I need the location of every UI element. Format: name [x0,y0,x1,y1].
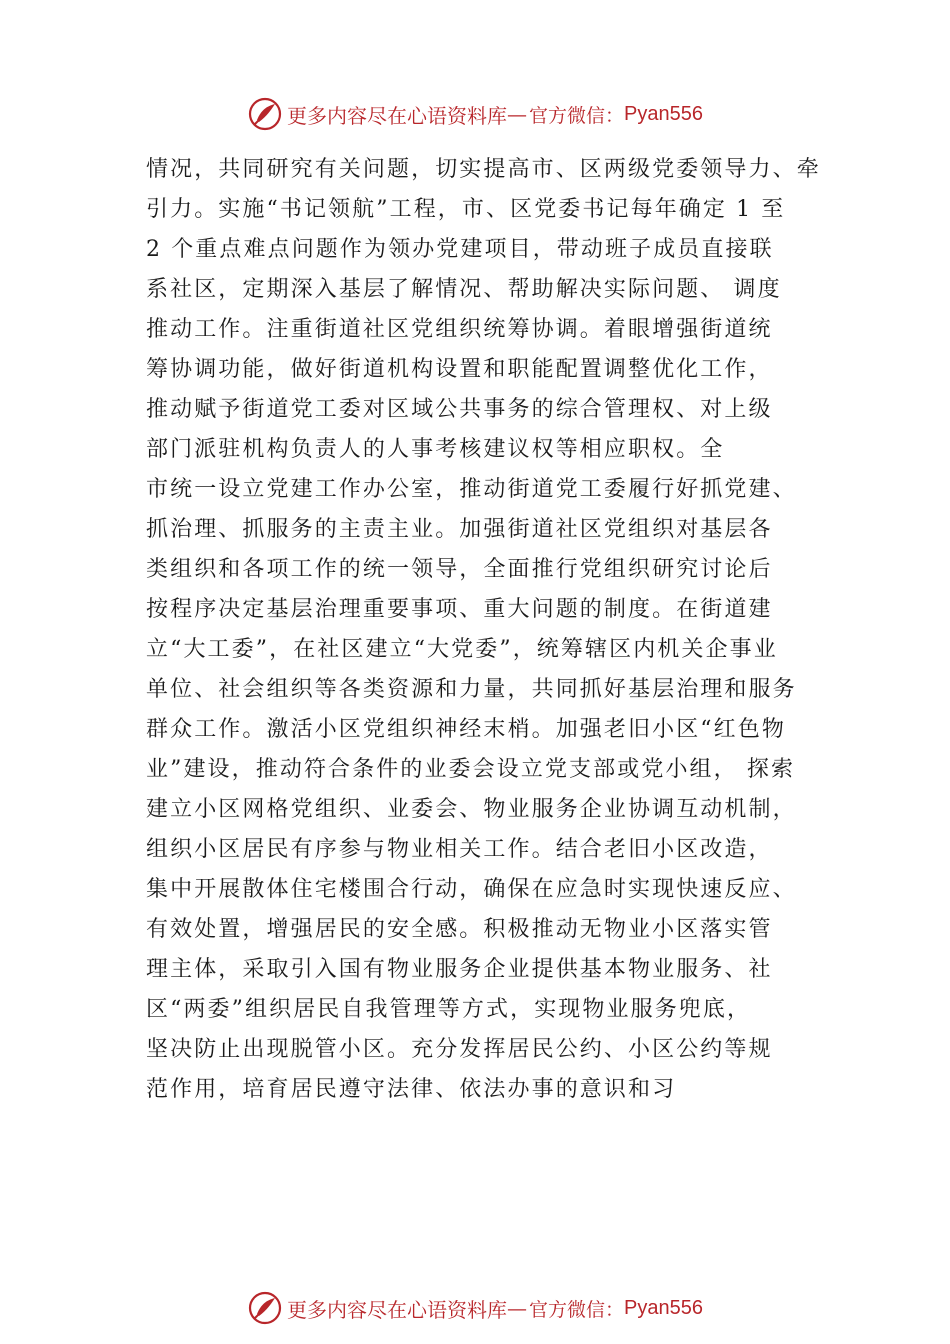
brand-logo-icon [247,1290,283,1326]
document-body [146,150,826,1110]
body-line: 组织小区居民有序参与物业相关工作。结合老旧小区改造， [146,837,773,862]
body-line: 集中开展散体住宅楼围合行动，确保在应急时实现快速反应、 [146,877,797,902]
body-line: 推动赋予街道党工委对区域公共事务的综合管理权、对上级 [146,397,773,422]
body-line: 2 个重点难点问题作为领办党建项目，带动班子成员直接联 [146,237,774,262]
footer-brand-text: 更多内容尽在心语资料库 [287,1297,507,1322]
body-line: 有效处置，增强居民的安全感。积极推动无物业小区落实管 [146,917,773,942]
header-wechat-label: 官方微信： [529,104,625,127]
body-line: 推动工作。注重街道社区党组织统筹协调。着眼增强街道统 [146,317,773,342]
body-line: 引力。实施“书记领航”工程，市、区党委书记每年确定 1 至 [146,197,786,222]
body-line: 业”建设，推动符合条件的业委会设立党支部或党小组， 探索 [146,757,796,782]
brand-logo-icon [247,96,283,132]
body-line: 类组织和各项工作的统一领导，全面推行党组织研究讨论后 [146,557,773,582]
body-line: 理主体，采取引入国有物业服务企业提供基本物业服务、社 [146,957,773,982]
footer-dash: — [507,1296,527,1320]
body-line: 抓治理、抓服务的主责主业。加强街道社区党组织对基层各 [146,517,773,542]
body-line: 立“大工委”，在社区建立“大党委”，统筹辖区内机关企事业 [146,637,778,662]
footer-banner [0,1288,950,1328]
footer-wechat-label: 官方微信： [529,1298,625,1321]
body-line: 范作用，培育居民遵守法律、依法办事的意识和习 [146,1077,677,1102]
body-line: 部门派驻机构负责人的人事考核建议权等相应职权。全 [146,437,725,462]
body-line: 情况，共同研究有关问题，切实提高市、区两级党委领导力、牵 [146,157,821,182]
body-line: 坚决防止出现脱管小区。充分发挥居民公约、小区公约等规 [146,1037,773,1062]
body-line: 系社区，定期深入基层了解情况、帮助解决实际问题、 调度 [146,277,782,302]
body-line: 区“两委”组织居民自我管理等方式，实现物业服务兜底， [146,997,752,1022]
footer-wechat-id: Pyan556 [624,1296,703,1319]
body-line: 建立小区网格党组织、业委会、物业服务企业协调互动机制， [146,797,797,822]
body-line: 按程序决定基层治理重要事项、重大问题的制度。在街道建 [146,597,773,622]
body-line: 市统一设立党建工作办公室，推动街道党工委履行好抓党建、 [146,477,797,502]
body-line: 单位、社会组织等各类资源和力量，共同抓好基层治理和服务 [146,677,797,702]
header-banner [0,94,950,134]
header-wechat-id: Pyan556 [624,102,703,125]
header-dash: — [507,102,527,126]
body-line: 群众工作。激活小区党组织神经末梢。加强老旧小区“红色物 [146,717,786,742]
header-brand-text: 更多内容尽在心语资料库 [287,103,507,128]
body-line: 筹协调功能，做好街道机构设置和职能配置调整优化工作， [146,357,773,382]
